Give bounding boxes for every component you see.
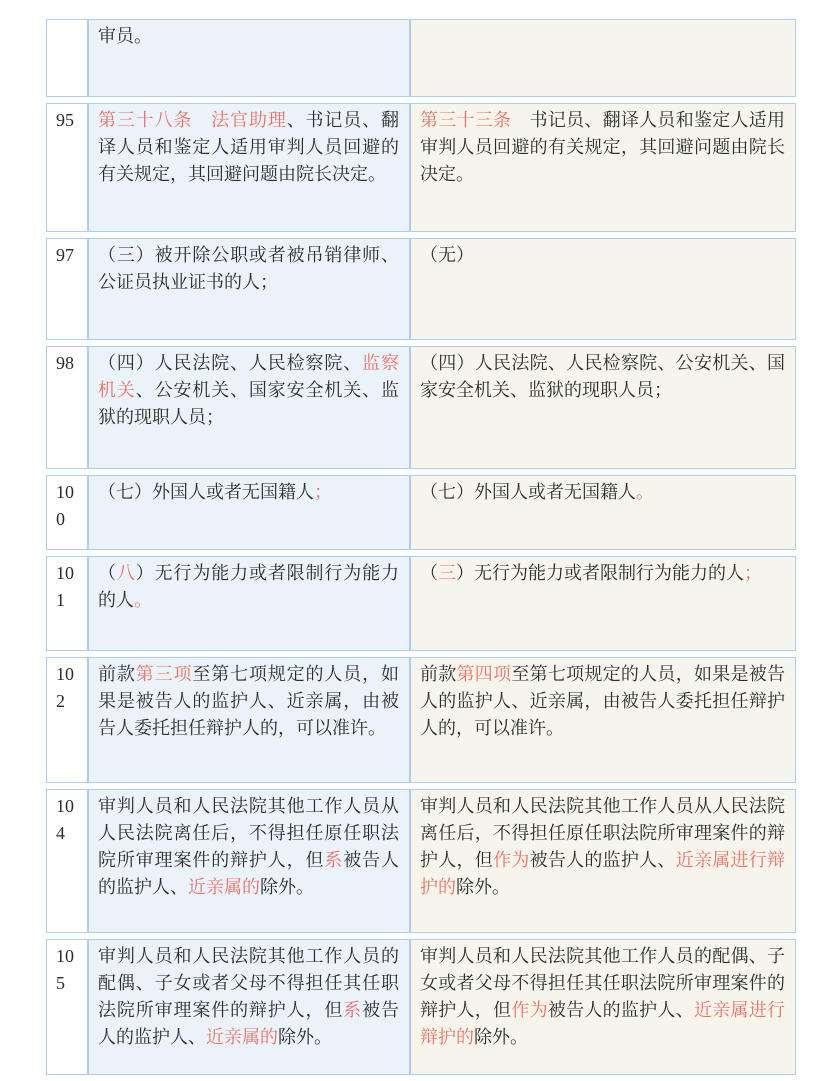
table-row	[46, 238, 796, 340]
table-row	[46, 19, 796, 97]
new-version-cell	[410, 657, 796, 783]
table-row	[46, 103, 796, 232]
old-version-cell	[88, 346, 410, 469]
diff-highlight: 第三十三条	[420, 110, 512, 130]
diff-highlight: 近亲属的	[206, 1027, 278, 1047]
diff-highlight: 法官助理	[211, 110, 287, 130]
text-segment: ）无行为能力或者限制行为能力的人	[456, 563, 744, 583]
diff-highlight: ；	[314, 482, 332, 502]
text-segment: 、公安机关、国家安全机关、监狱的现职人员；	[98, 380, 399, 427]
old-version-cell	[88, 103, 410, 232]
new-version-cell	[410, 939, 796, 1075]
new-version-cell	[410, 789, 796, 933]
diff-highlight: 监察机关	[98, 353, 400, 400]
diff-highlight: 。	[636, 482, 654, 502]
diff-highlight: ；	[744, 563, 762, 583]
row-number-cell: 104	[46, 789, 88, 933]
diff-highlight: 第三十八条	[98, 110, 193, 130]
text-segment: （七）外国人或者无国籍人	[420, 482, 636, 502]
text-segment: 至第七项规定的人员，如果是被告人的监护人、近亲属，由被告人委托担任辩护人的，可以准许。	[98, 664, 400, 738]
text-segment: （无）	[420, 245, 474, 265]
text-segment: 审判人员和人民法院其他工作人员从人民法院离任后，不得担任原任职法院所审理案件的辩护人，但	[98, 796, 399, 870]
diff-highlight: 作为	[493, 850, 530, 870]
text-segment: 审判人员和人民法院其他工作人员的配偶、子女或者父母不得担任其任职法院所审理案件的辩护人，但	[420, 946, 785, 1020]
document-page	[0, 13, 816, 1081]
table-row	[46, 939, 796, 1075]
old-version-cell	[88, 789, 410, 933]
text-segment: ）无行为能力或者限制行为能力的人	[98, 563, 400, 610]
text-segment: （	[98, 563, 117, 583]
text-segment: （	[420, 563, 438, 583]
diff-highlight: 第四项	[456, 664, 512, 684]
text-segment: （七）外国人或者无国籍人	[98, 482, 314, 502]
diff-highlight: 。	[134, 590, 152, 610]
diff-highlight: 八	[116, 563, 136, 583]
text-segment: 、书记员、翻译人员和鉴定人适用审判人员回避的有关规定，其回避问题由院长决定。	[98, 110, 400, 184]
table-row	[46, 556, 796, 651]
new-version-cell	[410, 238, 796, 340]
row-number-cell: 101	[46, 556, 88, 651]
comparison-table	[46, 13, 796, 1081]
row-number-cell: 100	[46, 475, 88, 550]
new-version-cell	[410, 346, 796, 469]
table-row	[46, 475, 796, 550]
text-segment: 除外。	[474, 1027, 528, 1047]
text-segment: 被告人的监护人、	[98, 1000, 400, 1047]
table-row	[46, 789, 796, 933]
diff-highlight: 近亲属进行辩护的	[420, 850, 786, 897]
text-segment: （四）人民法院、人民检察院、	[98, 353, 363, 373]
text-segment: 审判人员和人民法院其他工作人员从人民法院离任后，不得担任原任职法院所审理案件的辩护人，但	[420, 796, 785, 870]
text-segment: 被告人的监护人、	[529, 850, 676, 870]
row-number-cell: 95	[46, 103, 88, 232]
text-segment	[192, 110, 211, 130]
table-row	[46, 657, 796, 783]
text-segment: 除外。	[260, 877, 314, 897]
new-version-cell	[410, 103, 796, 232]
comparison-table-body	[46, 19, 796, 1075]
new-version-cell	[410, 475, 796, 550]
old-version-cell	[88, 939, 410, 1075]
diff-highlight: 作为	[511, 1000, 548, 1020]
diff-highlight: 近亲属的	[188, 877, 260, 897]
old-version-cell	[88, 556, 410, 651]
text-segment: 被告人的监护人、	[98, 850, 400, 897]
text-segment: 前款	[98, 664, 136, 684]
new-version-cell	[410, 556, 796, 651]
row-number-cell: 105	[46, 939, 88, 1075]
text-segment: 除外。	[278, 1027, 332, 1047]
text-segment: 被告人的监护人、	[547, 1000, 694, 1020]
row-number-cell: 98	[46, 346, 88, 469]
text-segment: （四）人民法院、人民检察院、公安机关、国家安全机关、监狱的现职人员；	[420, 353, 785, 400]
old-version-cell	[88, 19, 410, 97]
old-version-cell	[88, 238, 410, 340]
text-segment: （三）被开除公职或者被吊销律师、公证员执业证书的人；	[98, 245, 399, 292]
diff-highlight: 第三项	[135, 664, 193, 684]
row-number-cell: 102	[46, 657, 88, 783]
diff-highlight: 三	[438, 563, 456, 583]
row-number-cell	[46, 19, 88, 97]
text-segment: 书记员、翻译人员和鉴定人适用审判人员回避的有关规定，其回避问题由院长决定。	[420, 110, 786, 184]
text-segment: 前款	[420, 664, 457, 684]
old-version-cell	[88, 475, 410, 550]
old-version-cell	[88, 657, 410, 783]
text-segment: 审判人员和人民法院其他工作人员的配偶、子女或者父母不得担任其任职法院所审理案件的辩护人，但	[98, 946, 399, 1020]
row-number-cell: 97	[46, 238, 88, 340]
text-segment: 除外。	[456, 877, 510, 897]
text-segment: 审员。	[98, 26, 152, 46]
diff-highlight: 近亲属进行辩护的	[420, 1000, 786, 1047]
table-row	[46, 346, 796, 469]
new-version-cell	[410, 19, 796, 97]
text-segment: 至第七项规定的人员，如果是被告人的监护人、近亲属，由被告人委托担任辩护人的，可以准许。	[420, 664, 786, 738]
diff-highlight: 系	[343, 1000, 363, 1020]
diff-highlight: 系	[324, 850, 344, 870]
